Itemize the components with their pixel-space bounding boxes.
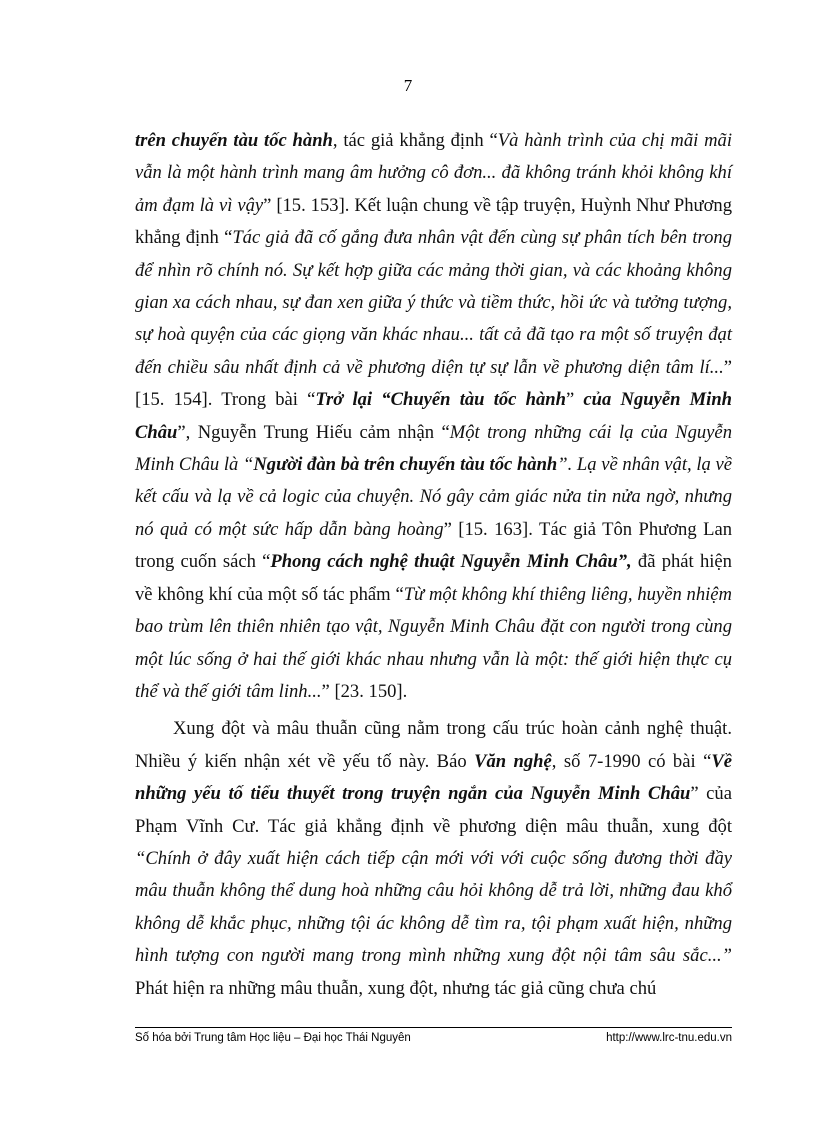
paragraph-2	[135, 713, 732, 1005]
footer	[135, 1032, 732, 1044]
text-run: ” [15. 154]. Trong bài “	[135, 356, 732, 411]
text-run: , số 7-1990 có bài “	[551, 750, 712, 772]
body-text	[135, 125, 732, 1005]
text-run: Tác giả đã cố gắng đưa nhân vật đến cùng sự phân tích bên trong để nhìn rõ chính nó. Sự kết hợp giữa các mảng thời gian, và các khoảng không gian xa cách nhau, sự đan xen giữa ý thức và tiềm thức, hồi ức và tưởng tượng, sự hoà quyện của các giọng văn khác nhau... tất cả đã tạo ra một số truyện đạt đến chiều sâu nhất định cả về phương diện tự sự lẫn về phương diện tâm lí...	[135, 227, 732, 378]
text-run: Người đàn bà trên chuyến tàu tốc hành	[253, 454, 558, 476]
text-run: đã phát hiện về không khí của một số tác phẩm “	[135, 551, 732, 605]
text-run: trên chuyến tàu tốc hành	[135, 130, 333, 151]
text-run: “Chính ở đây xuất hiện cách tiếp cận mới với với cuộc sống đương thời đầy mâu thuẫn không thể dung hoà những câu hỏi không dễ trả lời, những đau khổ không dễ khắc phục, những tội ác không dễ tìm ra, tội phạm xuất hiện, những hình tượng con người mang trong mình những xung đột nội tâm sâu sắc...”	[135, 847, 732, 967]
text-run: ” [23. 150].	[321, 680, 408, 702]
text-run: ” của Phạm Vĩnh Cư. Tác giả khẳng định về phương diện mâu thuẫn, xung đột	[135, 783, 732, 837]
footer-divider	[135, 1027, 732, 1028]
footer-source: Số hóa bởi Trung tâm Học liệu – Đại học Thái Nguyên	[135, 1032, 411, 1044]
text-run: Và hành trình của chị mãi mãi vẫn là một hành trình mang âm hưởng cô đơn... đã không tránh khỏi không khí ảm đạm là vì vậy	[135, 130, 733, 216]
text-run: Phát hiện ra những mâu thuẫn, xung đột, nhưng tác giả cũng chưa chú	[135, 977, 657, 999]
text-run: , tác giả khẳng định “	[332, 130, 498, 151]
page-number: 7	[403, 76, 413, 95]
paragraph-1	[135, 125, 732, 708]
text-run: Từ một không khí thiêng liêng, huyền nhiệm bao trùm lên thiên nhiên tạo vật, Nguyễn Minh Châu đặt con người trong cùng một lúc sống ở hai thế giới khác nhau nhưng vẫn là một: thế giới hiện thực cụ thể và thế giới tâm linh...	[135, 583, 732, 702]
text-run: Văn nghệ	[474, 750, 552, 772]
text-run: ”	[565, 389, 584, 411]
text-run: Phong cách nghệ thuật Nguyễn Minh Châu”,	[270, 551, 632, 573]
text-run: ” [15. 153]. Kết luận chung về tập truyện, Huỳnh Như Phương khẳng định “	[135, 194, 733, 249]
text-run: ” [15. 163]. Tác giả Tôn Phương Lan trong cuốn sách “	[135, 518, 732, 573]
text-run: ”. Lạ về nhân vật, lạ về kết cấu và lạ về cả logic của chuyện. Nó gây cảm giác nửa tin nửa ngờ, nhưng nó quả có một sức hấp dẫn bàng hoàng	[135, 454, 732, 540]
footer-url: http://www.lrc-tnu.edu.vn	[606, 1032, 732, 1044]
text-run: Một trong những cái lạ của Nguyễn Minh Châu là “	[135, 421, 732, 476]
text-run: của Nguyễn Minh Châu	[135, 389, 733, 443]
text-run: Về những yếu tố tiểu thuyết trong truyện ngắn của Nguyễn Minh Châu	[135, 750, 732, 805]
text-run: Xung đột và mâu thuẫn cũng nằm trong cấu trúc hoàn cảnh nghệ thuật. Nhiều ý kiến nhận xét về yếu tố này. Báo	[135, 718, 732, 772]
text-run: ”, Nguyễn Trung Hiếu cảm nhận “	[177, 421, 450, 443]
text-run: Trở lại “Chuyến tàu tốc hành	[315, 389, 566, 411]
